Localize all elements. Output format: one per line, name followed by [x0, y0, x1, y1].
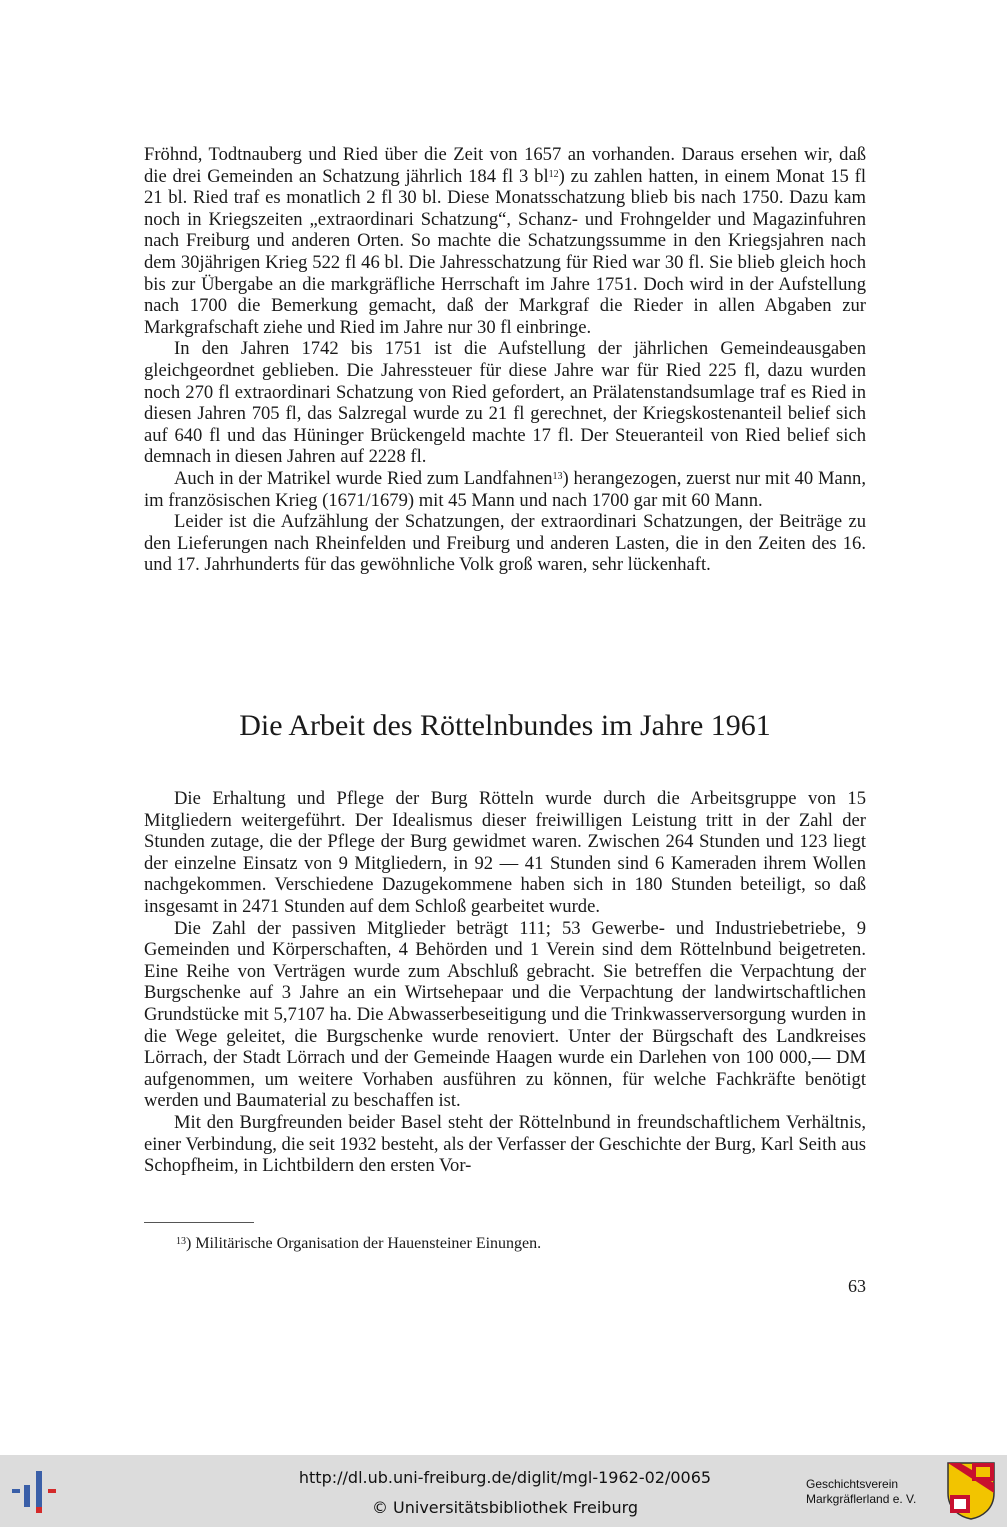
library-logo-icon[interactable]: [12, 1467, 64, 1515]
main-text-block: [144, 788, 866, 1177]
section-heading: Die Arbeit des Röttelnbundes im Jahre 1961: [239, 709, 771, 742]
paragraph: [144, 338, 866, 468]
society-name-line: Geschichtsverein: [806, 1477, 899, 1491]
paragraph: [144, 144, 866, 338]
text-run: ) zu zahlen hatten, in einem Monat 15 fl 21 bl. Ried traf es monatlich 2 fl 30 bl. Diese Monatsschatzung blieb bis nach 1750. Dazu kam noch in Kriegszeiten „extraordinari Schatzung“, Schanz- und Frohngelder und Magazinfuhren nach Freiburg und anderen Orten. So machte die Schatzungssumme in den Kriegsjahren nach dem 30jährigen Krieg 522 fl 46 bl. Die Jahresschatzung für Ried war 30 fl. Sie blieb gleich hoch bis zur Übergabe an die markgräfliche Herrschaft im Jahre 1751. Doch wird in der Aufstellung nach 1700 die Bemerkung gemacht, daß der Markgraf die Rieder in allen Abgaben zur Markgrafschaft ziehe und Ried im Jahre nur 30 fl einbringe.: [144, 165, 867, 338]
document-url-link[interactable]: http://dl.ub.uni-freiburg.de/diglit/mgl-1962-02/0065: [298, 1468, 712, 1487]
text-run: Auch in der Matrikel wurde Ried zum Landfahnen: [174, 467, 553, 489]
paragraph: [144, 511, 866, 576]
top-text-block: [144, 144, 866, 576]
text-run: Fröhnd, Todtnauberg und Ried über die Zeit von 1657 an vorhanden. Daraus ersehen wir, daß die drei Gemeinden an Schatzung jährlich 184 fl 3 bl: [144, 144, 866, 187]
text-run: In den Jahren 1742 bis 1751 ist die Aufstellung der jährlichen Gemeindeausgaben gleichgeordnet geblieben. Die Jahressteuer für diese Jahre war für Ried 225 fl, dazu wurden noch 270 fl extraordinari Schatzung von Ried gefordert, an Prälatenstandsumlage traf es Ried in diesen Jahren 705 fl, das Salzregal wurde zu 21 fl gerechnet, der Kriegskostenanteil belief sich auf 640 fl und das Hüninger Brückengeld machte 17 fl. Der Steueranteil von Ried belief sich demnach in diesen Jahren auf 2228 fl.: [144, 338, 866, 468]
society-name: [806, 1477, 944, 1507]
footer-bar: [0, 1455, 1007, 1527]
copyright-text: © Universitätsbibliothek Freiburg: [371, 1498, 639, 1517]
footnote: [176, 1234, 866, 1254]
paragraph: Die Erhaltung und Pflege der Burg Rötteln wurde durch die Arbeitsgruppe von 15 Mitgliedern weitergeführt. Der Idealismus dieser freiwilligen Leistung tritt in der Zahl der Stunden zutage, die der Pflege der Burg gewidmet waren. Zwischen 264 Stunden und 123 liegt der einzelne Einsatz von 9 Mitgliedern, in 92 — 41 Stunden sind 6 Kameraden ihrem Wollen nachgekommen. Verschiedene Dazugekommene haben sich in 180 Stunden beteiligt, so daß insgesamt in 2471 Stunden auf dem Schloß gearbeitet wurde.: [144, 788, 866, 917]
paragraph: Die Zahl der passiven Mitglieder beträgt 111; 53 Gewerbe- und Industriebetriebe, 9 Gemeinden und Körperschaften, 4 Behörden und 1 Verein sind dem Röttelnbund beigetreten. Eine Reihe von Verträgen wurde zum Abschluß gebracht. Sie betreffen die Verpachtung der Burgschenke auf 3 Jahre an ein Wirtsehepaar und die Verpachtung der landwirtschaftlichen Grundstücke mit 5,7107 ha. Die Abwasserbeseitigung und die Trinkwasserversorgung wurden in die Wege geleitet, die Burgschenke wurde renoviert. Unter der Bürgschaft des Landkreises Lörrach, der Stadt Lörrach und der Gemeinde Haagen wurde ein Darlehen von 100 000,— DM aufgenommen, um weitere Vorhaben ausführen zu können, für welche Fachkräfte benötigt werden und Baumaterial zu beschaffen ist.: [144, 917, 866, 1112]
footnote-text: ) Militärische Organisation der Hauensteiner Einungen.: [186, 1235, 542, 1252]
footnote-ref: 13: [552, 470, 563, 482]
text-run: Leider ist die Aufzählung der Schatzungen, der extraordinari Schatzungen, der Beiträge zu den Lieferungen nach Rheinfelden und Freiburg und anderen Lasten, die in den Zeiten des 16. und 17. Jahrhunderts für das gewöhnliche Volk groß waren, sehr lückenhaft.: [144, 511, 866, 576]
paragraph: [144, 468, 866, 511]
footnote-divider: [144, 1222, 254, 1223]
paragraph: Mit den Burgfreunden beider Basel steht der Röttelnbund in freundschaftlichem Verhältnis, einer Verbindung, die seit 1932 besteht, als der Verfasser der Geschichte der Burg, Karl Seith aus Schopfheim, in Lichtbildern den ersten Vor-: [144, 1111, 866, 1177]
coat-of-arms-icon[interactable]: [946, 1461, 996, 1521]
text-run: ) herangezogen, zuerst nur mit 40 Mann, im französischen Krieg (1671/1679) mit 45 Mann und nach 1700 gar mit 60 Mann.: [144, 467, 866, 511]
page-number: 63: [848, 1276, 866, 1296]
footnote-ref: 12: [548, 168, 559, 180]
footnote-mark: 13: [176, 1236, 186, 1247]
society-name-line: Markgräflerland e. V.: [806, 1492, 917, 1506]
